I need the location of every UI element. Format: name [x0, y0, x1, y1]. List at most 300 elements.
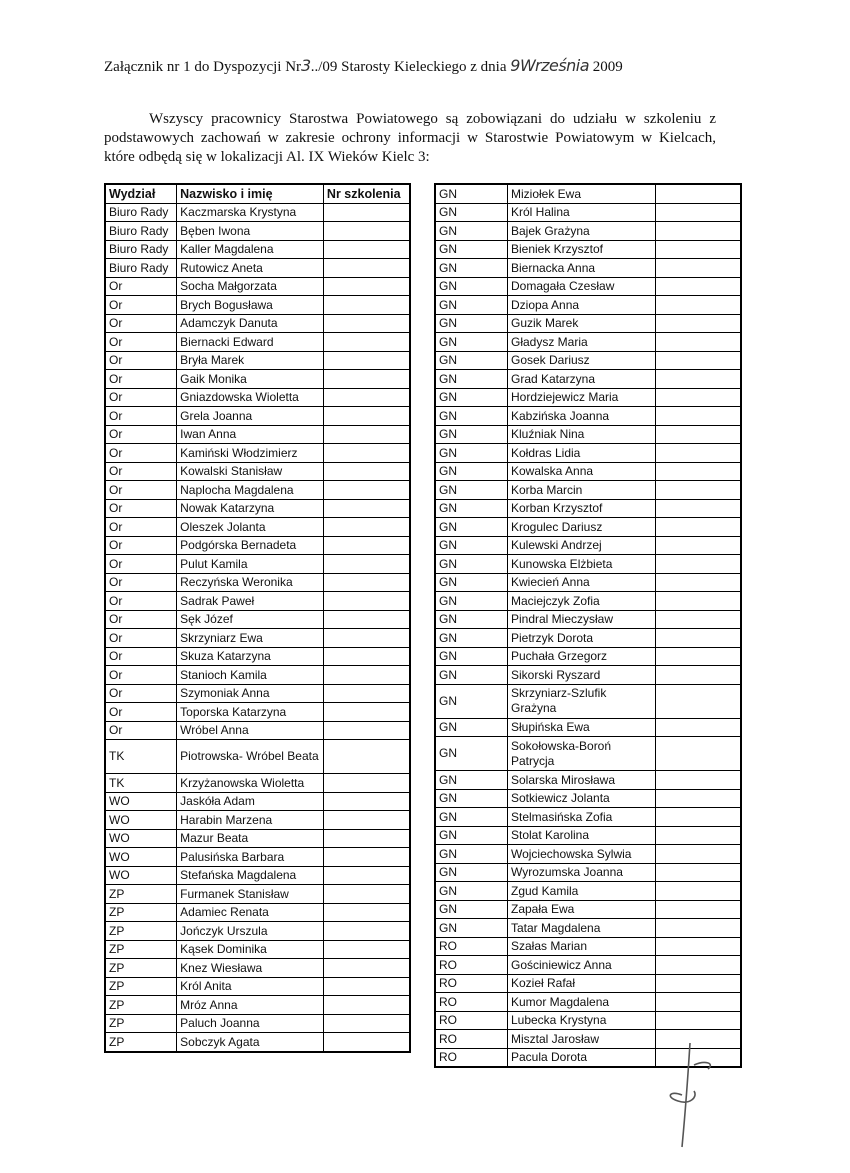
table-row [105, 314, 410, 333]
cell-name: Solarska Mirosława [507, 771, 655, 790]
cell-training-nr[interactable] [323, 536, 410, 555]
cell-dept: Or [105, 721, 177, 740]
table-row [435, 863, 741, 882]
cell-training-nr[interactable] [323, 296, 410, 315]
cell-dept: GN [435, 592, 507, 611]
cell-dept: Biuro Rady [105, 240, 177, 259]
cell-dept: ZP [105, 996, 177, 1015]
table-row [105, 573, 410, 592]
cell-name: Pulut Kamila [177, 555, 324, 574]
table-row [435, 370, 741, 389]
cell-name: Sikorski Ryszard [507, 666, 655, 685]
cell-training-nr[interactable] [656, 259, 741, 278]
cell-name: Szałas Marian [507, 937, 655, 956]
cell-dept: Or [105, 499, 177, 518]
cell-training-nr[interactable] [323, 407, 410, 426]
table-row [435, 647, 741, 666]
cell-training-nr[interactable] [323, 703, 410, 722]
handwritten-day: 9 [510, 56, 520, 75]
cell-training-nr[interactable] [656, 718, 741, 737]
cell-name: Harabin Marzena [177, 811, 324, 830]
table-row [435, 518, 741, 537]
cell-dept: Or [105, 610, 177, 629]
cell-training-nr[interactable] [656, 222, 741, 241]
cell-dept: GN [435, 351, 507, 370]
cell-dept: GN [435, 629, 507, 648]
cell-name: Wyrozumska Joanna [507, 863, 655, 882]
cell-dept: Or [105, 351, 177, 370]
cell-dept: GN [435, 771, 507, 790]
cell-training-nr[interactable] [323, 481, 410, 500]
table-row [435, 499, 741, 518]
cell-name: Kumor Magdalena [507, 993, 655, 1012]
cell-training-nr[interactable] [656, 296, 741, 315]
cell-dept: WO [105, 848, 177, 867]
cell-training-nr[interactable] [323, 499, 410, 518]
cell-name: Knez Wiesława [177, 959, 324, 978]
table-row [435, 629, 741, 648]
handwritten-month: Września [519, 56, 590, 75]
table-row [105, 425, 410, 444]
table-row [105, 296, 410, 315]
table-row [435, 462, 741, 481]
cell-name: Toporska Katarzyna [177, 703, 324, 722]
table-row [435, 1011, 741, 1030]
table-row [105, 922, 410, 941]
cell-training-nr[interactable] [323, 203, 410, 222]
cell-dept: GN [435, 555, 507, 574]
cell-training-nr[interactable] [323, 666, 410, 685]
cell-training-nr[interactable] [656, 1011, 741, 1030]
cell-name: Kabzińska Joanna [507, 407, 655, 426]
cell-name: Kluźniak Nina [507, 425, 655, 444]
table-row [435, 573, 741, 592]
cell-dept: ZP [105, 959, 177, 978]
cell-dept: Or [105, 647, 177, 666]
cell-training-nr[interactable] [656, 351, 741, 370]
cell-training-nr[interactable] [656, 666, 741, 685]
cell-dept: GN [435, 240, 507, 259]
cell-training-nr[interactable] [656, 737, 741, 771]
cell-training-nr[interactable] [323, 555, 410, 574]
table-row [105, 555, 410, 574]
cell-training-nr[interactable] [323, 684, 410, 703]
cell-dept: Or [105, 573, 177, 592]
table-row [435, 956, 741, 975]
cell-name: Krzyżanowska Wioletta [177, 774, 324, 793]
cell-name: Pietrzyk Dorota [507, 629, 655, 648]
cell-training-nr[interactable] [323, 774, 410, 793]
cell-dept: Or [105, 518, 177, 537]
table-row [105, 740, 410, 774]
cell-training-nr[interactable] [323, 940, 410, 959]
cell-dept: Or [105, 462, 177, 481]
cell-name: Mróz Anna [177, 996, 324, 1015]
table-row [105, 1014, 410, 1033]
cell-name: Gościniewicz Anna [507, 956, 655, 975]
cell-dept: GN [435, 882, 507, 901]
cell-name: Sotkiewicz Jolanta [507, 789, 655, 808]
cell-name: Tatar Magdalena [507, 919, 655, 938]
table-row [435, 555, 741, 574]
cell-name: Brych Bogusława [177, 296, 324, 315]
cell-name: Oleszek Jolanta [177, 518, 324, 537]
cell-training-nr[interactable] [656, 629, 741, 648]
cell-dept: GN [435, 370, 507, 389]
table-row [105, 811, 410, 830]
cell-training-nr[interactable] [323, 866, 410, 885]
handwritten-signature [660, 1035, 740, 1155]
table-row [435, 425, 741, 444]
table-header-row [105, 184, 410, 203]
cell-dept: Biuro Rady [105, 222, 177, 241]
cell-training-nr[interactable] [656, 919, 741, 938]
cell-training-nr[interactable] [656, 993, 741, 1012]
cell-training-nr[interactable] [323, 903, 410, 922]
table-row [105, 848, 410, 867]
cell-name: Wróbel Anna [177, 721, 324, 740]
cell-training-nr[interactable] [323, 922, 410, 941]
cell-dept: RO [435, 1048, 507, 1067]
cell-name: Biernacki Edward [177, 333, 324, 352]
cell-training-nr[interactable] [656, 462, 741, 481]
cell-dept: GN [435, 259, 507, 278]
table-row [105, 977, 410, 996]
table-row [435, 610, 741, 629]
cell-training-nr[interactable] [656, 203, 741, 222]
cell-training-nr[interactable] [323, 721, 410, 740]
cell-training-nr[interactable] [656, 518, 741, 537]
cell-name: Domagała Czesław [507, 277, 655, 296]
cell-training-nr[interactable] [656, 592, 741, 611]
cell-name: Kowalska Anna [507, 462, 655, 481]
table-row [435, 919, 741, 938]
cell-name: Adamczyk Danuta [177, 314, 324, 333]
document-header [104, 56, 623, 76]
cell-dept: GN [435, 647, 507, 666]
table-row [105, 792, 410, 811]
cell-name: Podgórska Bernadeta [177, 536, 324, 555]
cell-dept: Or [105, 592, 177, 611]
cell-name: Kunowska Elżbieta [507, 555, 655, 574]
cell-training-nr[interactable] [656, 900, 741, 919]
cell-dept: GN [435, 425, 507, 444]
cell-name: Król Halina [507, 203, 655, 222]
cell-dept: GN [435, 296, 507, 315]
table-row [435, 203, 741, 222]
cell-training-nr[interactable] [656, 536, 741, 555]
right-table-body [435, 184, 741, 1067]
cell-name: Skrzyniarz Ewa [177, 629, 324, 648]
cell-training-nr[interactable] [656, 808, 741, 827]
cell-name: Furmanek Stanisław [177, 885, 324, 904]
cell-dept: GN [435, 203, 507, 222]
table-row [105, 940, 410, 959]
cell-dept: TK [105, 740, 177, 774]
table-row [105, 903, 410, 922]
cell-name: Szymoniak Anna [177, 684, 324, 703]
cell-dept: Or [105, 425, 177, 444]
header-middle: ../09 Starosty Kieleckiego z dnia [310, 59, 511, 75]
cell-name: Grad Katarzyna [507, 370, 655, 389]
cell-dept: Or [105, 407, 177, 426]
table-row [435, 444, 741, 463]
cell-training-nr[interactable] [323, 885, 410, 904]
cell-dept: GN [435, 481, 507, 500]
cell-name: Bęben Iwona [177, 222, 324, 241]
table-row [435, 296, 741, 315]
cell-dept: ZP [105, 885, 177, 904]
cell-training-nr[interactable] [656, 444, 741, 463]
cell-training-nr[interactable] [323, 444, 410, 463]
cell-name: Mazur Beata [177, 829, 324, 848]
cell-dept: GN [435, 684, 507, 718]
cell-name: Naplocha Magdalena [177, 481, 324, 500]
table-row [105, 866, 410, 885]
table-row [435, 808, 741, 827]
cell-dept: GN [435, 222, 507, 241]
cell-name: Paluch Joanna [177, 1014, 324, 1033]
cell-dept: GN [435, 314, 507, 333]
cell-training-nr[interactable] [323, 811, 410, 830]
left-attendance-table [104, 183, 411, 1053]
cell-training-nr[interactable] [656, 771, 741, 790]
cell-name: Reczyńska Weronika [177, 573, 324, 592]
cell-dept: GN [435, 718, 507, 737]
cell-dept: ZP [105, 903, 177, 922]
table-row [435, 666, 741, 685]
table-row [435, 937, 741, 956]
cell-name: Guzik Marek [507, 314, 655, 333]
cell-training-nr[interactable] [323, 518, 410, 537]
cell-name: Hordziejewicz Maria [507, 388, 655, 407]
cell-training-nr[interactable] [656, 184, 741, 203]
cell-training-nr[interactable] [656, 333, 741, 352]
cell-dept: GN [435, 499, 507, 518]
cell-training-nr[interactable] [323, 277, 410, 296]
handwritten-number: 3 [301, 56, 311, 75]
cell-name: Król Anita [177, 977, 324, 996]
cell-dept: TK [105, 774, 177, 793]
cell-training-nr[interactable] [323, 959, 410, 978]
cell-dept: ZP [105, 1014, 177, 1033]
cell-training-nr[interactable] [656, 388, 741, 407]
cell-training-nr[interactable] [656, 314, 741, 333]
cell-name: Iwan Anna [177, 425, 324, 444]
cell-dept: GN [435, 919, 507, 938]
cell-name: Gładysz Maria [507, 333, 655, 352]
cell-dept: GN [435, 610, 507, 629]
cell-training-nr[interactable] [323, 996, 410, 1015]
cell-dept: GN [435, 184, 507, 203]
cell-training-nr[interactable] [323, 259, 410, 278]
table-row [435, 277, 741, 296]
table-row [105, 1033, 410, 1052]
cell-training-nr[interactable] [323, 1014, 410, 1033]
table-row [435, 259, 741, 278]
table-row [105, 407, 410, 426]
cell-training-nr[interactable] [323, 370, 410, 389]
cell-name: Puchała Grzegorz [507, 647, 655, 666]
table-row [105, 462, 410, 481]
cell-training-nr[interactable] [656, 863, 741, 882]
cell-name: Socha Małgorzata [177, 277, 324, 296]
cell-name: Palusińska Barbara [177, 848, 324, 867]
table-row [105, 959, 410, 978]
cell-name: Nowak Katarzyna [177, 499, 324, 518]
cell-name: Gosek Dariusz [507, 351, 655, 370]
cell-name: Stolat Karolina [507, 826, 655, 845]
cell-training-nr[interactable] [323, 610, 410, 629]
cell-training-nr[interactable] [656, 937, 741, 956]
cell-name: Wojciechowska Sylwia [507, 845, 655, 864]
cell-name: Grela Joanna [177, 407, 324, 426]
cell-dept: GN [435, 388, 507, 407]
column-header-name: Nazwisko i imię [177, 184, 324, 203]
table-row [105, 333, 410, 352]
table-row [105, 610, 410, 629]
cell-training-nr[interactable] [656, 845, 741, 864]
cell-name: Kulewski Andrzej [507, 536, 655, 555]
cell-training-nr[interactable] [656, 974, 741, 993]
cell-name: Bajek Grażyna [507, 222, 655, 241]
cell-training-nr[interactable] [323, 222, 410, 241]
table-row [435, 388, 741, 407]
cell-dept: GN [435, 573, 507, 592]
cell-dept: Or [105, 684, 177, 703]
cell-training-nr[interactable] [323, 314, 410, 333]
cell-training-nr[interactable] [656, 499, 741, 518]
cell-dept: GN [435, 900, 507, 919]
cell-training-nr[interactable] [656, 956, 741, 975]
table-row [105, 592, 410, 611]
cell-training-nr[interactable] [656, 555, 741, 574]
cell-training-nr[interactable] [656, 684, 741, 718]
cell-name: Adamiec Renata [177, 903, 324, 922]
cell-dept: GN [435, 863, 507, 882]
cell-training-nr[interactable] [323, 592, 410, 611]
table-row [435, 592, 741, 611]
cell-name: Piotrowska- Wróbel Beata [177, 740, 324, 774]
cell-training-nr[interactable] [323, 573, 410, 592]
cell-dept: Or [105, 277, 177, 296]
cell-training-nr[interactable] [656, 573, 741, 592]
cell-training-nr[interactable] [323, 977, 410, 996]
cell-training-nr[interactable] [656, 826, 741, 845]
cell-name: Sobczyk Agata [177, 1033, 324, 1052]
cell-training-nr[interactable] [656, 240, 741, 259]
cell-training-nr[interactable] [323, 647, 410, 666]
cell-dept: GN [435, 789, 507, 808]
cell-name: Jaskóła Adam [177, 792, 324, 811]
cell-name: Kąsek Dominika [177, 940, 324, 959]
cell-dept: GN [435, 666, 507, 685]
cell-dept: GN [435, 737, 507, 771]
cell-training-nr[interactable] [656, 277, 741, 296]
cell-training-nr[interactable] [323, 1033, 410, 1052]
table-row [105, 444, 410, 463]
cell-training-nr[interactable] [323, 240, 410, 259]
table-row [105, 666, 410, 685]
table-row [105, 774, 410, 793]
column-header-dept: Wydział [105, 184, 177, 203]
cell-dept: ZP [105, 922, 177, 941]
cell-name: Słupińska Ewa [507, 718, 655, 737]
cell-dept: Or [105, 703, 177, 722]
cell-name: Dziopa Anna [507, 296, 655, 315]
cell-training-nr[interactable] [323, 829, 410, 848]
cell-training-nr[interactable] [656, 789, 741, 808]
cell-name: Sokołowska-Boroń Patrycja [507, 737, 655, 771]
cell-dept: RO [435, 1011, 507, 1030]
cell-training-nr[interactable] [656, 610, 741, 629]
table-row [435, 993, 741, 1012]
cell-dept: Or [105, 444, 177, 463]
table-row [435, 900, 741, 919]
cell-training-nr[interactable] [323, 629, 410, 648]
cell-dept: Or [105, 536, 177, 555]
cell-training-nr[interactable] [323, 333, 410, 352]
cell-training-nr[interactable] [323, 351, 410, 370]
cell-name: Jończyk Urszula [177, 922, 324, 941]
cell-dept: GN [435, 462, 507, 481]
cell-training-nr[interactable] [323, 740, 410, 774]
cell-training-nr[interactable] [323, 462, 410, 481]
column-header-nr: Nr szkolenia [323, 184, 410, 203]
cell-training-nr[interactable] [323, 388, 410, 407]
table-row [435, 407, 741, 426]
cell-name: Bieniek Krzysztof [507, 240, 655, 259]
table-row [435, 882, 741, 901]
table-row [105, 259, 410, 278]
cell-dept: Or [105, 333, 177, 352]
intro-paragraph: Wszyscy pracownicy Starostwa Powiatowego są zobowiązani do udziału w szkoleniu z podstawowych zachowań w zakresie ochrony informacji w Starostwie Powiatowym w Kielcach, które odbędą się w lokalizacji Al. IX Wieków Kielc 3: [104, 111, 716, 165]
cell-dept: Biuro Rady [105, 259, 177, 278]
cell-dept: Biuro Rady [105, 203, 177, 222]
cell-name: Korba Marcin [507, 481, 655, 500]
cell-name: Kaller Magdalena [177, 240, 324, 259]
cell-dept: RO [435, 956, 507, 975]
cell-training-nr[interactable] [656, 370, 741, 389]
table-row [105, 277, 410, 296]
cell-training-nr[interactable] [656, 481, 741, 500]
cell-training-nr[interactable] [323, 848, 410, 867]
cell-name: Korban Krzysztof [507, 499, 655, 518]
cell-training-nr[interactable] [656, 425, 741, 444]
cell-name: Kołdras Lidia [507, 444, 655, 463]
table-row [435, 536, 741, 555]
cell-name: Kamiński Włodzimierz [177, 444, 324, 463]
cell-dept: ZP [105, 977, 177, 996]
table-row [105, 885, 410, 904]
cell-dept: GN [435, 407, 507, 426]
table-row [435, 789, 741, 808]
cell-training-nr[interactable] [656, 882, 741, 901]
table-row [435, 222, 741, 241]
cell-training-nr[interactable] [323, 425, 410, 444]
cell-name: Maciejczyk Zofia [507, 592, 655, 611]
cell-name: Stelmasińska Zofia [507, 808, 655, 827]
cell-dept: Or [105, 314, 177, 333]
cell-name: Stefańska Magdalena [177, 866, 324, 885]
cell-dept: RO [435, 1030, 507, 1049]
cell-dept: GN [435, 808, 507, 827]
cell-training-nr[interactable] [656, 647, 741, 666]
cell-name: Gaik Monika [177, 370, 324, 389]
cell-name: Kaczmarska Krystyna [177, 203, 324, 222]
cell-training-nr[interactable] [656, 407, 741, 426]
cell-training-nr[interactable] [323, 792, 410, 811]
